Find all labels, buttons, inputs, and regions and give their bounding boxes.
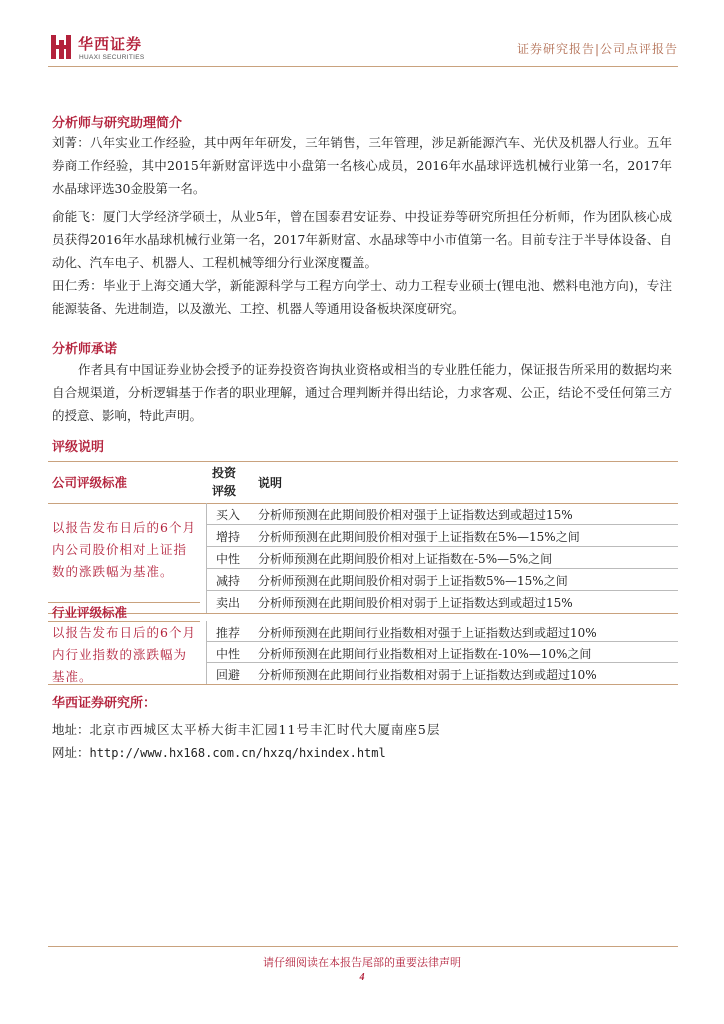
table-row (206, 547, 678, 569)
page-header (48, 30, 678, 70)
table-row (206, 591, 678, 613)
analyst-bio-yu: 俞能飞：厦门大学经济学硕士，从业5年，曾在国泰君安证券、中投证券等研究所担任分析师，作为团队核心成员获得2016年水晶球机械行业第一名，2017年新财富、水晶球等中小市值第一名。目前专注于半导体设备、自动化、汽车电子、机器人、工程机械等细分行业深度覆盖。 (52, 209, 672, 270)
industry-rating-label: 行业评级标准 (52, 605, 128, 620)
table-row (206, 503, 678, 525)
rating-description: 分析师预测在此期间股价相对上证指数在-5%—5%之间 (258, 552, 553, 566)
rating-grade: 推荐 (215, 626, 240, 640)
rating-grade: 减持 (215, 574, 240, 588)
rating-grade: 回避 (215, 668, 240, 682)
table-row (206, 663, 678, 684)
address-label: 地址： (52, 722, 90, 737)
column-header-description: 说明 (258, 476, 283, 490)
commitment-section-title: 分析师承诺 (52, 342, 118, 357)
rating-description: 分析师预测在此期间股价相对强于上证指数在5%—15%之间 (258, 530, 580, 544)
url-label: 网址： (52, 745, 90, 760)
rating-grade: 卖出 (215, 596, 240, 610)
logo-chinese-name: 华西证券 (78, 35, 143, 53)
page-number: 4 (359, 972, 365, 983)
footer-divider (48, 946, 678, 947)
industry-section-divider (48, 613, 678, 614)
column-header-grade: 投资评级 (211, 466, 236, 498)
website-link[interactable]: http://www.hx168.com.cn/hxzq/hxindex.html (89, 746, 386, 760)
analyst-bio-tian: 田仁秀：毕业于上海交通大学，新能源科学与工程方向学士、动力工程专业硕士(锂电池、燃料电池方向)，专注能源装备、先进制造，以及激光、工控、机器人等通用设备板块深度研究。 (52, 278, 672, 316)
institute-address (52, 720, 440, 738)
analysts-section-title: 分析师与研究助理简介 (52, 116, 183, 131)
rating-description: 分析师预测在此期间行业指数相对弱于上证指数达到或超过10% (258, 668, 597, 682)
analyst-bio-liu: 刘菁：八年实业工作经验，其中两年年研发，三年销售，三年管理，涉足新能源汽车、光伏及机器人行业。五年券商工作经验，其中2015年新财富评选中小盘第一名核心成员，2016年水晶球评选机械行业第一名，2017年水晶球评选30金股第一名。 (52, 135, 672, 196)
logo-english-name: HUAXI SECURITIES (79, 54, 145, 61)
rating-description: 分析师预测在此期间行业指数相对上证指数在-10%—10%之间 (258, 647, 592, 661)
institute-website (52, 743, 386, 761)
report-type-label: 证券研究报告|公司点评报告 (516, 42, 678, 56)
rating-grade: 中性 (215, 647, 240, 661)
rating-description: 分析师预测在此期间股价相对弱于上证指数5%—15%之间 (258, 574, 568, 588)
company-rating-basis: 以报告发布日后的6个月内公司股价相对上证指数的涨跌幅为基准。 (52, 520, 196, 579)
rating-description: 分析师预测在此期间行业指数相对强于上证指数达到或超过10% (258, 626, 597, 640)
table-row (206, 569, 678, 591)
header-divider (48, 66, 678, 67)
rating-table-bottom-border (48, 684, 678, 685)
table-row (206, 642, 678, 663)
legal-notice: 请仔细阅读在本报告尾部的重要法律声明 (263, 956, 461, 969)
rating-description: 分析师预测在此期间股价相对强于上证指数达到或超过15% (258, 508, 573, 522)
table-row (206, 525, 678, 547)
table-row (206, 621, 678, 642)
rating-description: 分析师预测在此期间股价相对弱于上证指数达到或超过15% (258, 596, 573, 610)
rating-section-title: 评级说明 (52, 440, 105, 455)
institute-title: 华西证券研究所： (52, 696, 157, 711)
rating-grade: 中性 (215, 552, 240, 566)
industry-rating-basis: 以报告发布日后的6个月内行业指数的涨跌幅为基准。 (52, 625, 196, 684)
rating-table-top-border (48, 461, 678, 462)
rating-grade: 买入 (215, 508, 240, 522)
company-rating-label: 公司评级标准 (52, 475, 128, 490)
huaxi-logo-icon (50, 34, 72, 60)
rating-grade: 增持 (215, 530, 240, 544)
address-value: 北京市西城区太平桥大街丰汇园11号丰汇时代大厦南座5层 (89, 722, 441, 737)
commitment-text: 作者具有中国证券业协会授予的证券投资咨询执业资格或相当的专业胜任能力，保证报告所采用的数据均来自合规渠道，分析逻辑基于作者的职业理解，通过合理判断并得出结论，力求客观、公正，结论不受任何第三方的授意、影响，特此声明。 (52, 362, 672, 423)
